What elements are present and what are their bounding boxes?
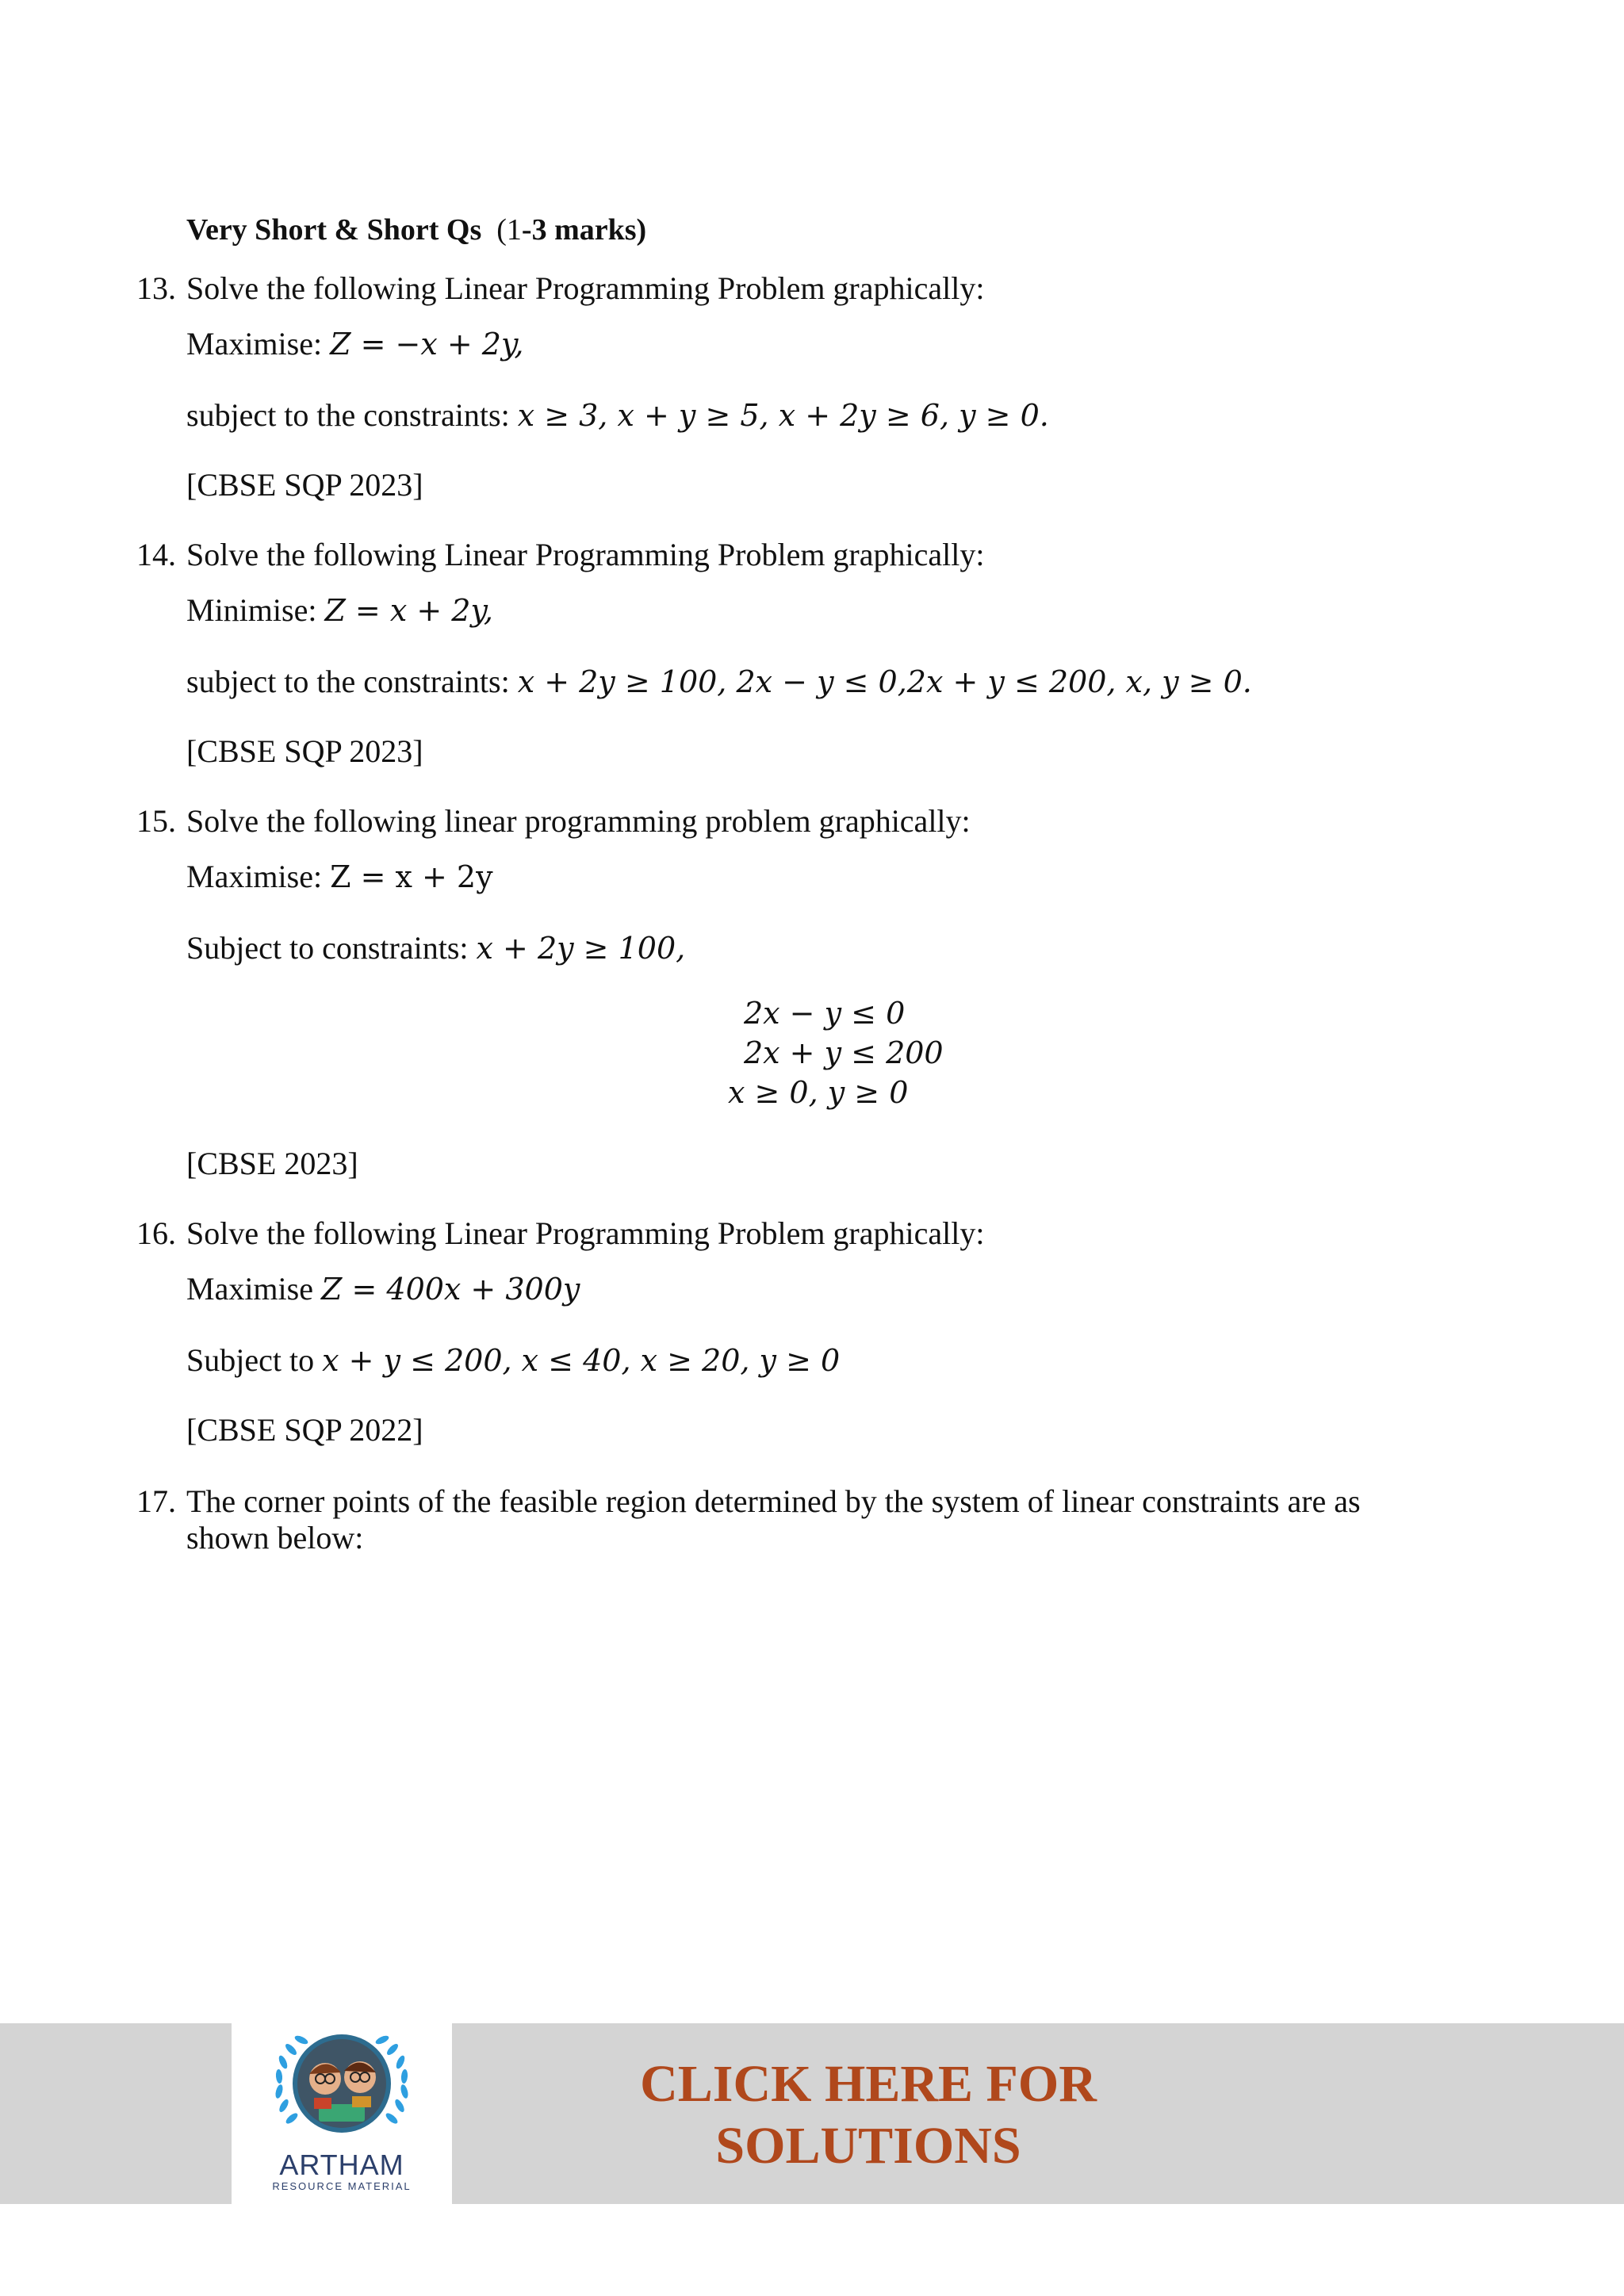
question-prompt: Solve the following Linear Programming Problem graphically:: [186, 537, 985, 572]
question-source: [CBSE 2023]: [186, 1146, 358, 1181]
constraint-eq-3: x ≥ 0, y ≥ 0: [728, 1075, 909, 1110]
footer-banner: [0, 2023, 1624, 2204]
constraints-expression: x + y ≤ 200, x ≤ 40, x ≥ 20, y ≥ 0: [322, 1343, 841, 1378]
section-heading: [186, 212, 646, 247]
constraints-expression: x + 2y ≥ 100,: [476, 931, 686, 966]
objective-expression: Z = −x + 2y,: [330, 327, 524, 362]
laurel-wreath-icon: [232, 2023, 452, 2150]
heading-marks: -3 marks): [521, 213, 647, 247]
constraints-expression: x + 2y ≥ 100, 2x − y ≤ 0,2x + y ≤ 200, x, y ≥ 0.: [517, 664, 1252, 699]
objective-expression: Z = 400x + 300y: [320, 1272, 580, 1307]
constraints-line: subject to the constraints: x + 2y ≥ 100, 2x − y ≤ 0,2x + y ≤ 200, x, y ≥ 0.: [186, 664, 1252, 699]
question-number: 14.: [136, 537, 176, 572]
objective-line: Maximise: Z = −x + 2y,: [186, 326, 524, 362]
artham-logo: [232, 2023, 452, 2204]
constraints-line: subject to the constraints: x ≥ 3, x + y ≥ 5, x + 2y ≥ 6, y ≥ 0.: [186, 397, 1049, 433]
constraints-line: Subject to x + y ≤ 200, x ≤ 40, x ≥ 20, y ≥ 0: [186, 1342, 841, 1378]
constraint-eq-2: 2x + y ≤ 200: [744, 1035, 944, 1070]
constraint-eq-1: 2x − y ≤ 0: [744, 996, 906, 1031]
objective-expression: Z = x + 2y: [330, 859, 493, 894]
objective-line: Maximise Z = 400x + 300y: [186, 1271, 580, 1307]
question-number: 13.: [136, 270, 176, 306]
question-prompt: Solve the following Linear Programming Problem graphically:: [186, 1215, 985, 1251]
objective-line: Maximise: Z = x + 2y: [186, 859, 493, 894]
question-prompt-line-1: The corner points of the feasible region determined by the system of linear constraints are as: [186, 1483, 1361, 1519]
constraints-line: Subject to constraints: x + 2y ≥ 100,: [186, 930, 686, 966]
question-prompt: Solve the following Linear Programming Problem graphically:: [186, 270, 985, 306]
question-number: 16.: [136, 1215, 176, 1251]
cta-line-2: SOLUTIONS: [715, 2117, 1021, 2175]
logo-name: ARTHAM: [279, 2149, 404, 2181]
question-number: 15.: [136, 803, 176, 839]
question-number: 17.: [136, 1483, 176, 1519]
question-prompt: Solve the following linear programming problem graphically:: [186, 803, 971, 839]
objective-line: Minimise: Z = x + 2y,: [186, 592, 493, 628]
question-source: [CBSE SQP 2023]: [186, 467, 423, 503]
heading-paren: (1: [496, 213, 522, 247]
click-here-for-solutions-link[interactable]: [555, 2053, 1182, 2177]
heading-title: Very Short & Short Qs: [186, 213, 482, 247]
question-source: [CBSE SQP 2022]: [186, 1412, 423, 1448]
question-prompt-line-2: shown below:: [186, 1520, 364, 1556]
constraints-expression: x ≥ 3, x + y ≥ 5, x + 2y ≥ 6, y ≥ 0.: [517, 398, 1049, 433]
objective-expression: Z = x + 2y,: [324, 593, 493, 628]
cta-line-1: CLICK HERE FOR: [640, 2055, 1097, 2113]
logo-subtitle: RESOURCE MATERIAL: [272, 2180, 412, 2192]
question-source: [CBSE SQP 2023]: [186, 733, 423, 769]
